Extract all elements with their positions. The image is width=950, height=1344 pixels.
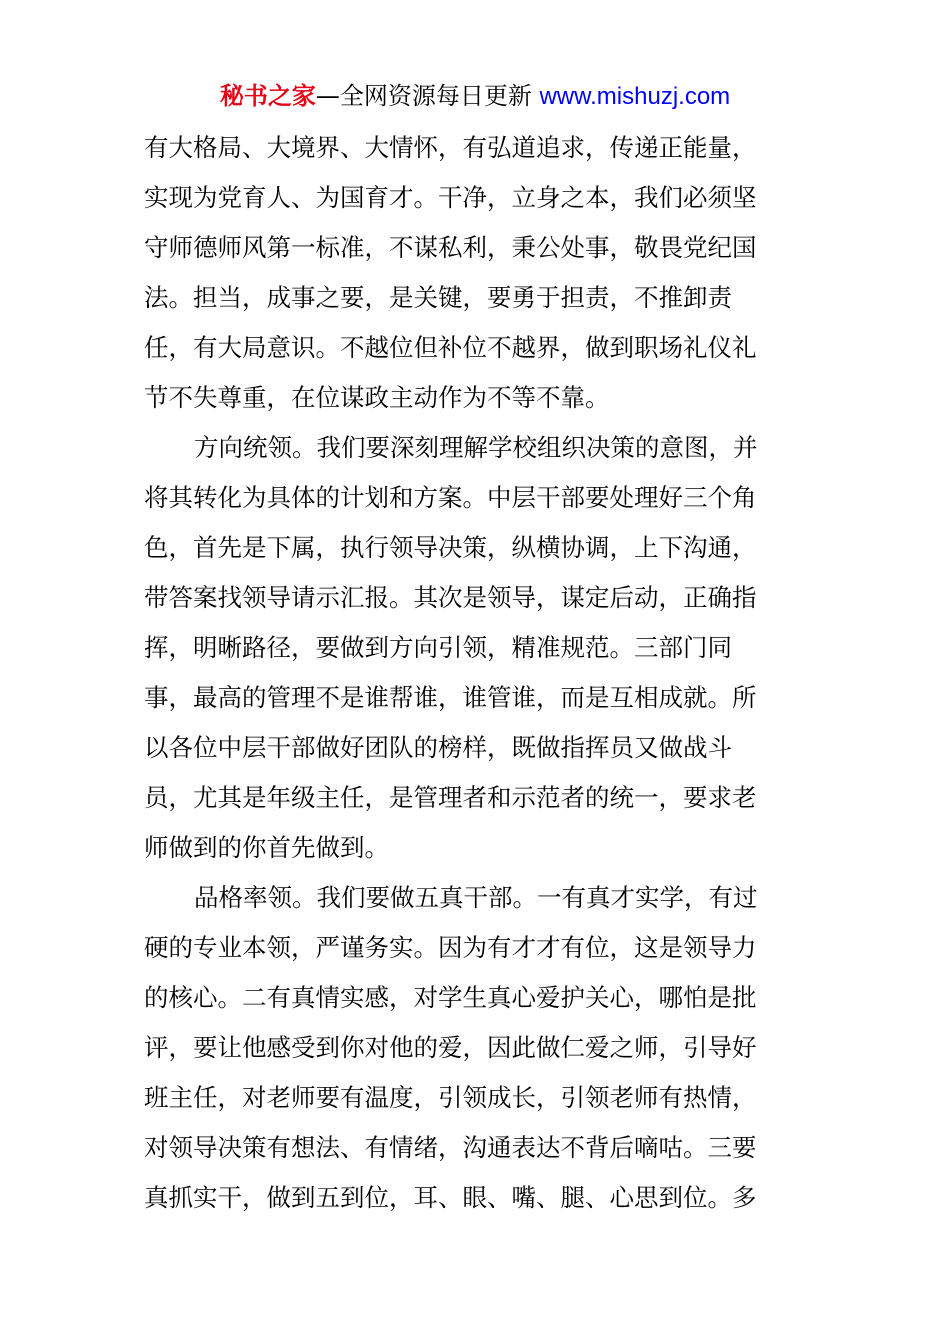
text-line: 挥，明晰路径，要做到方向引领，精准规范。三部门同: [144, 633, 732, 662]
text-line: 真抓实干，做到五到位，耳、眼、嘴、腿、心思到位。多: [144, 1183, 757, 1212]
text-line: 以各位中层干部做好团队的榜样，既做指挥员又做战斗: [144, 733, 732, 762]
text-line: 色，首先是下属，执行领导决策，纵横协调，上下沟通，: [144, 533, 757, 562]
text-line: 法。担当，成事之要，是关键，要勇于担责，不推卸责: [144, 283, 732, 312]
text-line: 师做到的你首先做到。: [144, 833, 389, 862]
document-body: [144, 123, 816, 1223]
header-tagline: —全网资源每日更新: [315, 82, 540, 110]
text-line: 对领导决策有想法、有情绪，沟通表达不背后嘀咕。三要: [144, 1133, 757, 1162]
text-line: 评，要让他感受到你对他的爱，因此做仁爱之师，引导好: [144, 1033, 757, 1062]
text-line: 硬的专业本领，严谨务实。因为有才才有位，这是领导力: [144, 933, 757, 962]
text-line: 守师德师风第一标准，不谋私利，秉公处事，敬畏党纪国: [144, 233, 757, 262]
text-line: 班主任，对老师要有温度，引领成长，引领老师有热情，: [144, 1083, 757, 1112]
brand-name: 秘书之家: [219, 82, 316, 110]
text-line: 事，最高的管理不是谁帮谁，谁管谁，而是互相成就。所: [144, 683, 757, 712]
page-header: [0, 80, 950, 113]
text-line: 员，尤其是年级主任，是管理者和示范者的统一，要求老: [144, 783, 757, 812]
text-line: 的核心。二有真情实感，对学生真心爱护关心，哪怕是批: [144, 983, 757, 1012]
text-line: 任，有大局意识。不越位但补位不越界，做到职场礼仪礼: [144, 333, 757, 362]
text-line: 将其转化为具体的计划和方案。中层干部要处理好三个角: [144, 483, 757, 512]
text-line: 带答案找领导请示汇报。其次是领导，谋定后动，正确指: [144, 583, 757, 612]
paragraph-first-line: 品格率领。我们要做五真干部。一有真才实学，有过: [194, 883, 758, 912]
header-url[interactable]: www.mishuzj.com: [539, 83, 731, 110]
text-line: 实现为党育人、为国育才。干净，立身之本，我们必须坚: [144, 183, 757, 212]
text-line: 节不失尊重，在位谋政主动作为不等不靠。: [144, 383, 610, 412]
paragraph-first-line: 方向统领。我们要深刻理解学校组织决策的意图，并: [194, 433, 758, 462]
text-line: 有大格局、大境界、大情怀，有弘道追求，传递正能量，: [144, 133, 757, 162]
